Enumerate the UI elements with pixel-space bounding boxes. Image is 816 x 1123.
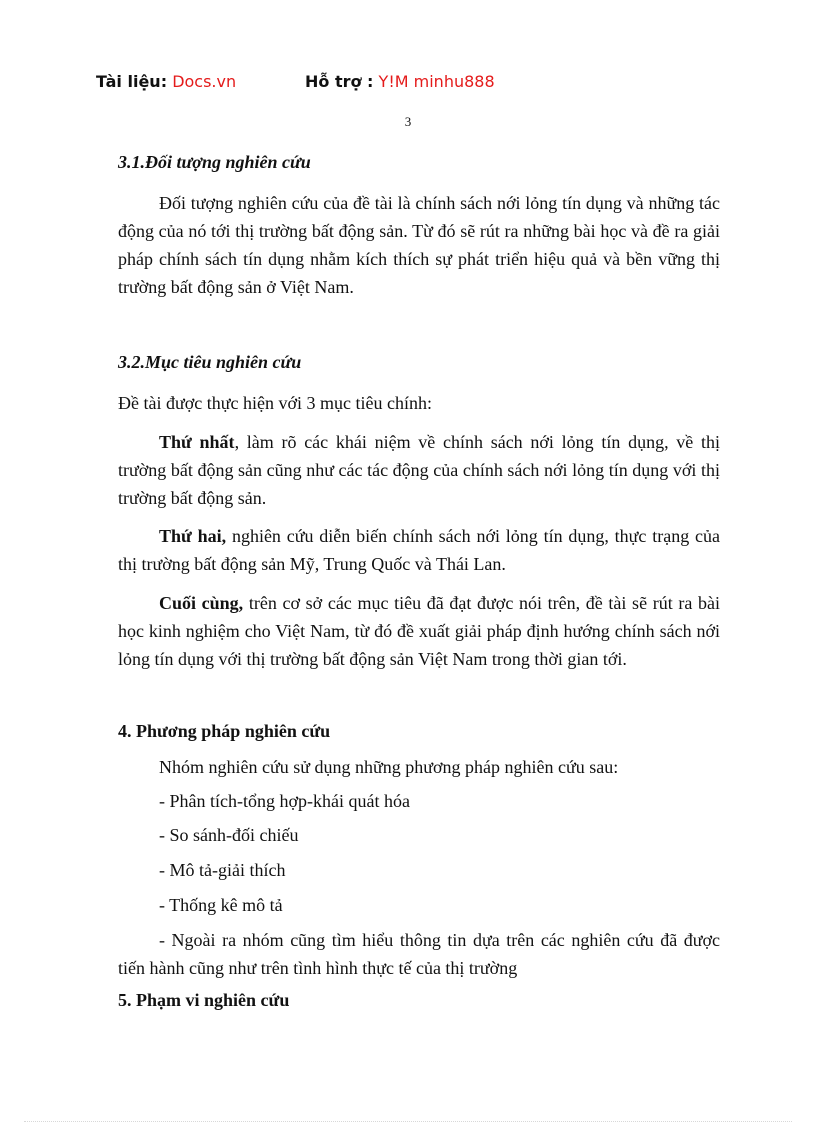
objective-first [118, 428, 720, 512]
objective-second-text: nghiên cứu diễn biến chính sách nới lỏng tín dụng, thực trạng của thị trường bất động sản Mỹ, Trung Quốc và Thái Lan. [118, 526, 720, 574]
document-header [96, 72, 495, 91]
section-heading-3-1: 3.1.Đối tượng nghiên cứu [118, 152, 311, 172]
methods-extra: - Ngoài ra nhóm cũng tìm hiểu thông tin dựa trên các nghiên cứu đã được tiến hành cũng như trên tình hình thực tế của thị trường [118, 930, 720, 978]
section-heading-5: 5. Phạm vi nghiên cứu [118, 990, 290, 1010]
method-item: - So sánh-đối chiếu [159, 825, 299, 845]
support-channel: Y!M [378, 72, 409, 91]
support-label: Hỗ trợ : [305, 72, 374, 91]
page-number: 3 [404, 114, 412, 129]
methods-intro: Nhóm nghiên cứu sử dụng những phương pháp nghiên cứu sau: [159, 757, 619, 777]
section-heading-4: 4. Phương pháp nghiên cứu [118, 721, 331, 741]
section-3-1-paragraph: Đối tượng nghiên cứu của đề tài là chính sách nới lỏng tín dụng và những tác động của nó tới thị trường bất động sản. Từ đó sẽ rút ra những bài học và đề ra giải pháp chính sách tín dụng nhằm kích thích sự phát triển hiệu quả và bền vững thị trường bất động sản ở Việt Nam. [118, 193, 720, 297]
support-user[interactable]: minhu888 [413, 72, 495, 91]
objective-second-lead: Thứ hai, [159, 526, 227, 546]
objective-third-text: trên cơ sở các mục tiêu đã đạt được nói trên, đề tài sẽ rút ra bài học kinh nghiệm cho Việt Nam, từ đó đề xuất giải pháp định hướng chính sách nới lỏng tín dụng với thị trường bất động sản Việt Nam trong thời gian tới. [118, 593, 720, 669]
objective-third [118, 589, 720, 673]
doc-label: Tài liệu: [96, 72, 168, 91]
objective-second [118, 522, 720, 578]
section-heading-3-2: 3.2.Mục tiêu nghiên cứu [118, 352, 302, 372]
page-bottom-divider [24, 1121, 792, 1122]
objective-first-lead: Thứ nhất [159, 432, 235, 452]
objective-first-text: , làm rõ các khái niệm về chính sách nới lỏng tín dụng, về thị trường bất động sản cũng như các tác động của chính sách nới lỏng tín dụng với thị trường bất động sản. [118, 432, 720, 508]
support-info [305, 72, 495, 91]
method-item: - Thống kê mô tả [159, 895, 283, 915]
method-item: - Phân tích-tổng hợp-khái quát hóa [159, 791, 410, 811]
objectives-intro: Đề tài được thực hiện với 3 mục tiêu chính: [118, 393, 432, 413]
method-item: - Mô tả-giải thích [159, 860, 286, 880]
objective-third-lead: Cuối cùng, [159, 593, 244, 613]
doc-site-link[interactable]: Docs.vn [172, 72, 237, 91]
